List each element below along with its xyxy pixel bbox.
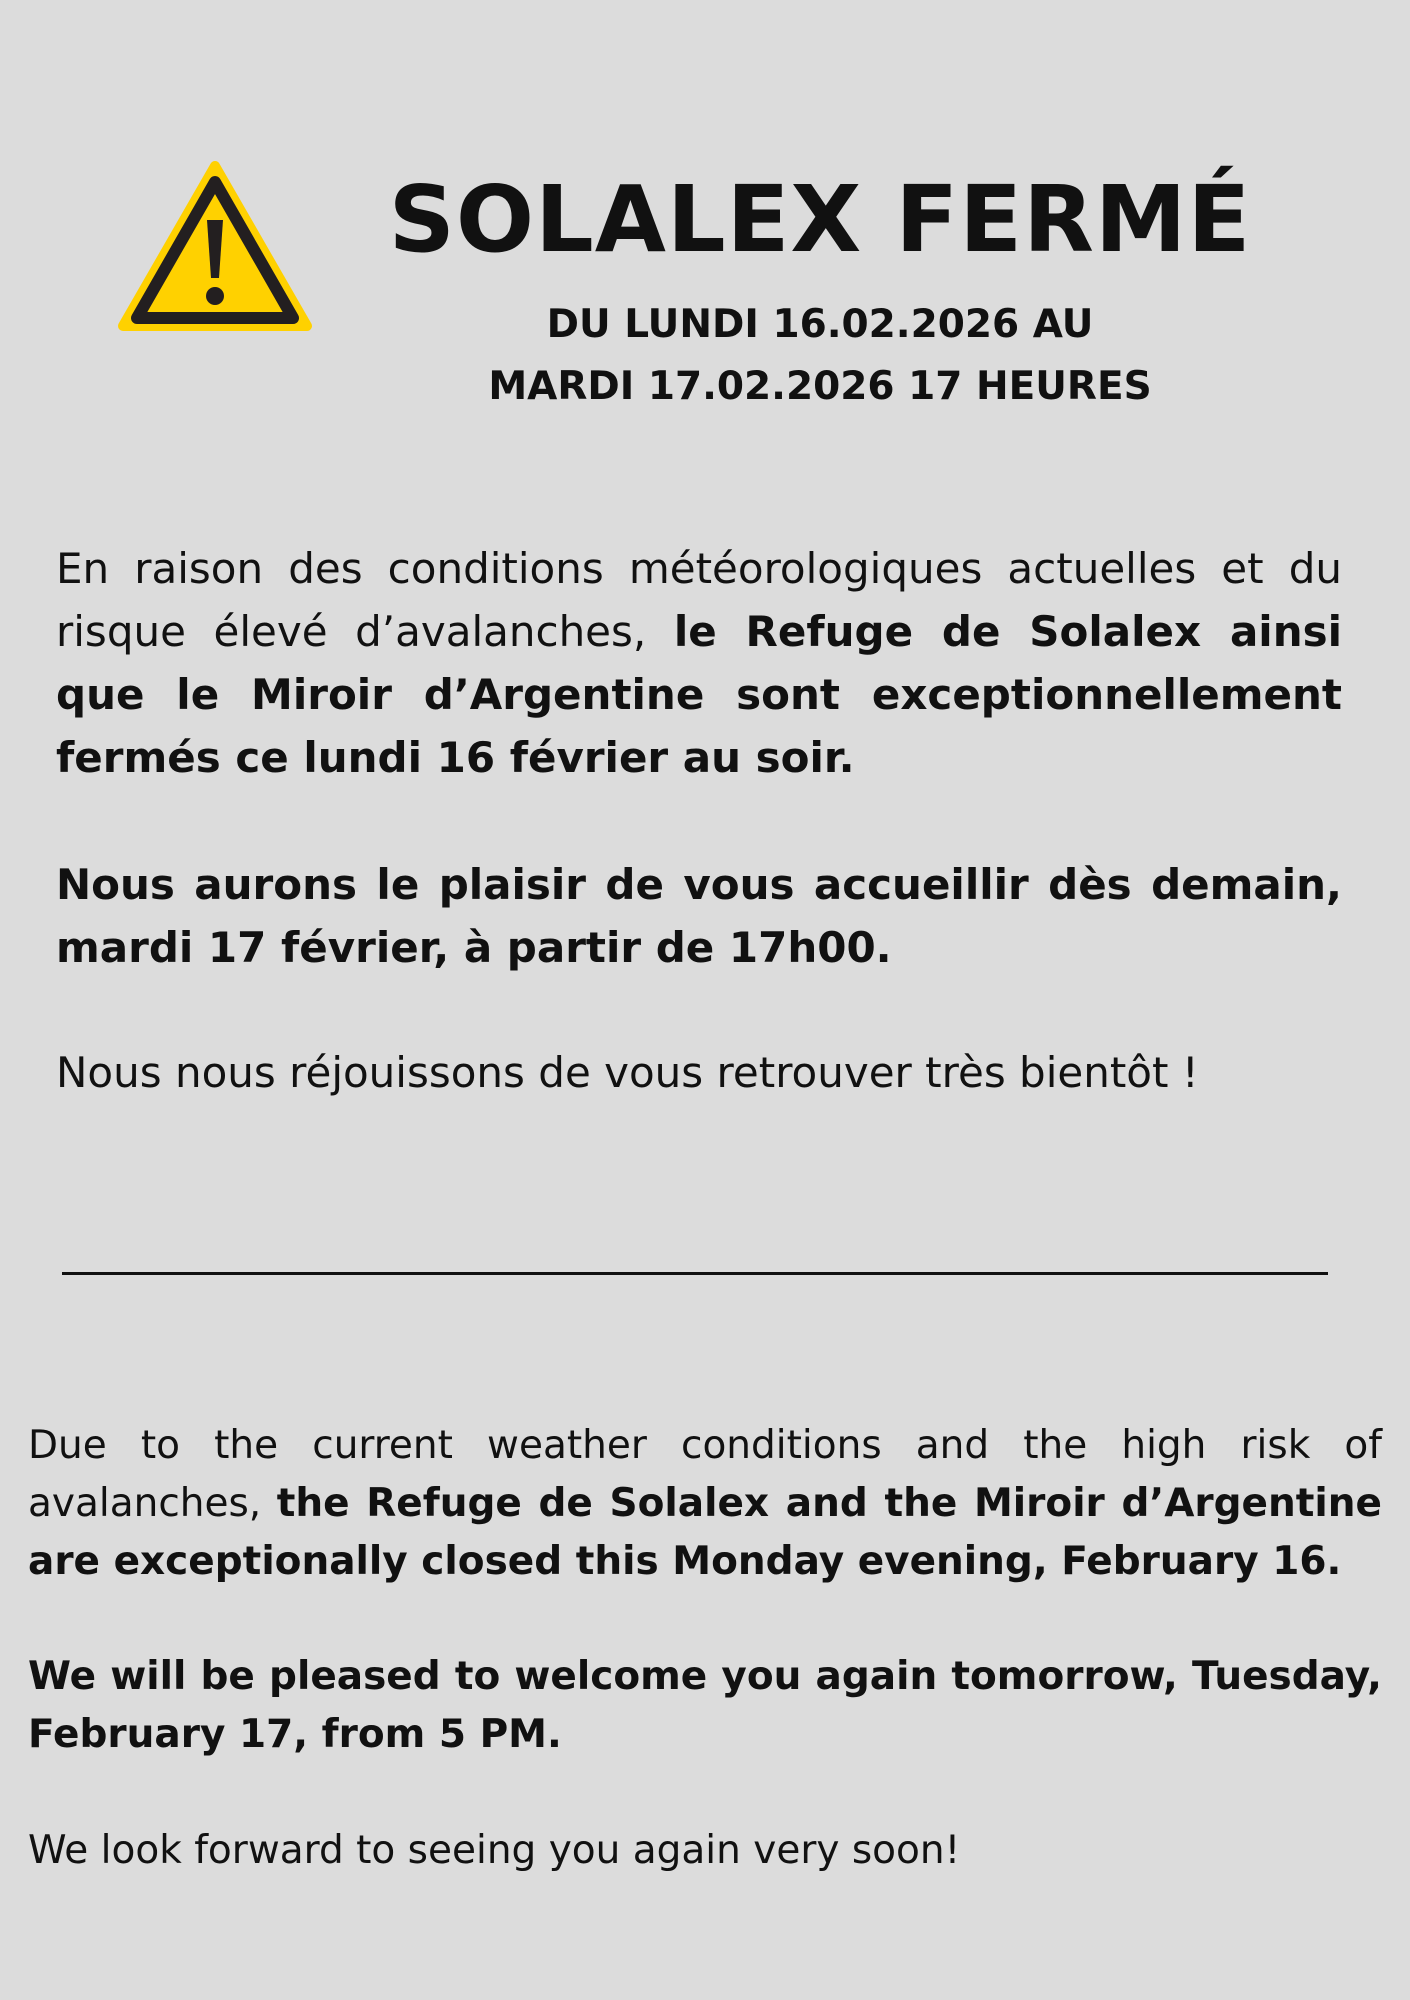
page-title: SOLALEX FERMÉ — [388, 166, 1252, 273]
english-paragraph-2: We will be pleased to welcome you again tomorrow, Tuesday, February 17, from 5 PM. — [28, 1654, 1382, 1757]
english-paragraph-1 — [28, 1417, 1382, 1591]
closure-dates — [330, 294, 1310, 418]
french-paragraph-1-regular: En raison des conditions météorologiques actuelles et du risque élevé d’avalanches, — [56, 544, 1342, 656]
english-paragraph-3: We look forward to seeing you again very soon! — [28, 1828, 961, 1873]
warning-triangle-icon — [117, 160, 313, 336]
french-paragraph-3: Nous nous réjouissons de vous retrouver très bientôt ! — [56, 1048, 1199, 1097]
french-paragraph-1 — [56, 537, 1342, 789]
closure-dates-line-2: MARDI 17.02.2026 17 HEURES — [488, 364, 1152, 409]
closure-dates-line-1: DU LUNDI 16.02.2026 AU — [546, 302, 1094, 347]
french-paragraph-1-bold: le Refuge de Solalex ainsi que le Miroir d’Argentine sont exceptionnellement fermés ce lundi 16 février au soir. — [56, 607, 1342, 782]
french-paragraph-2: Nous aurons le plaisir de vous accueillir dès demain, mardi 17 février, à partir de 17h00. — [56, 860, 1342, 972]
language-divider — [62, 1272, 1328, 1275]
english-paragraph-1-bold: the Refuge de Solalex and the Miroir d’Argentine are exceptionally closed this Monday evening, February 16. — [28, 1481, 1382, 1584]
english-paragraph-1-regular: Due to the current weather conditions and the high risk of avalanches, — [28, 1423, 1382, 1526]
